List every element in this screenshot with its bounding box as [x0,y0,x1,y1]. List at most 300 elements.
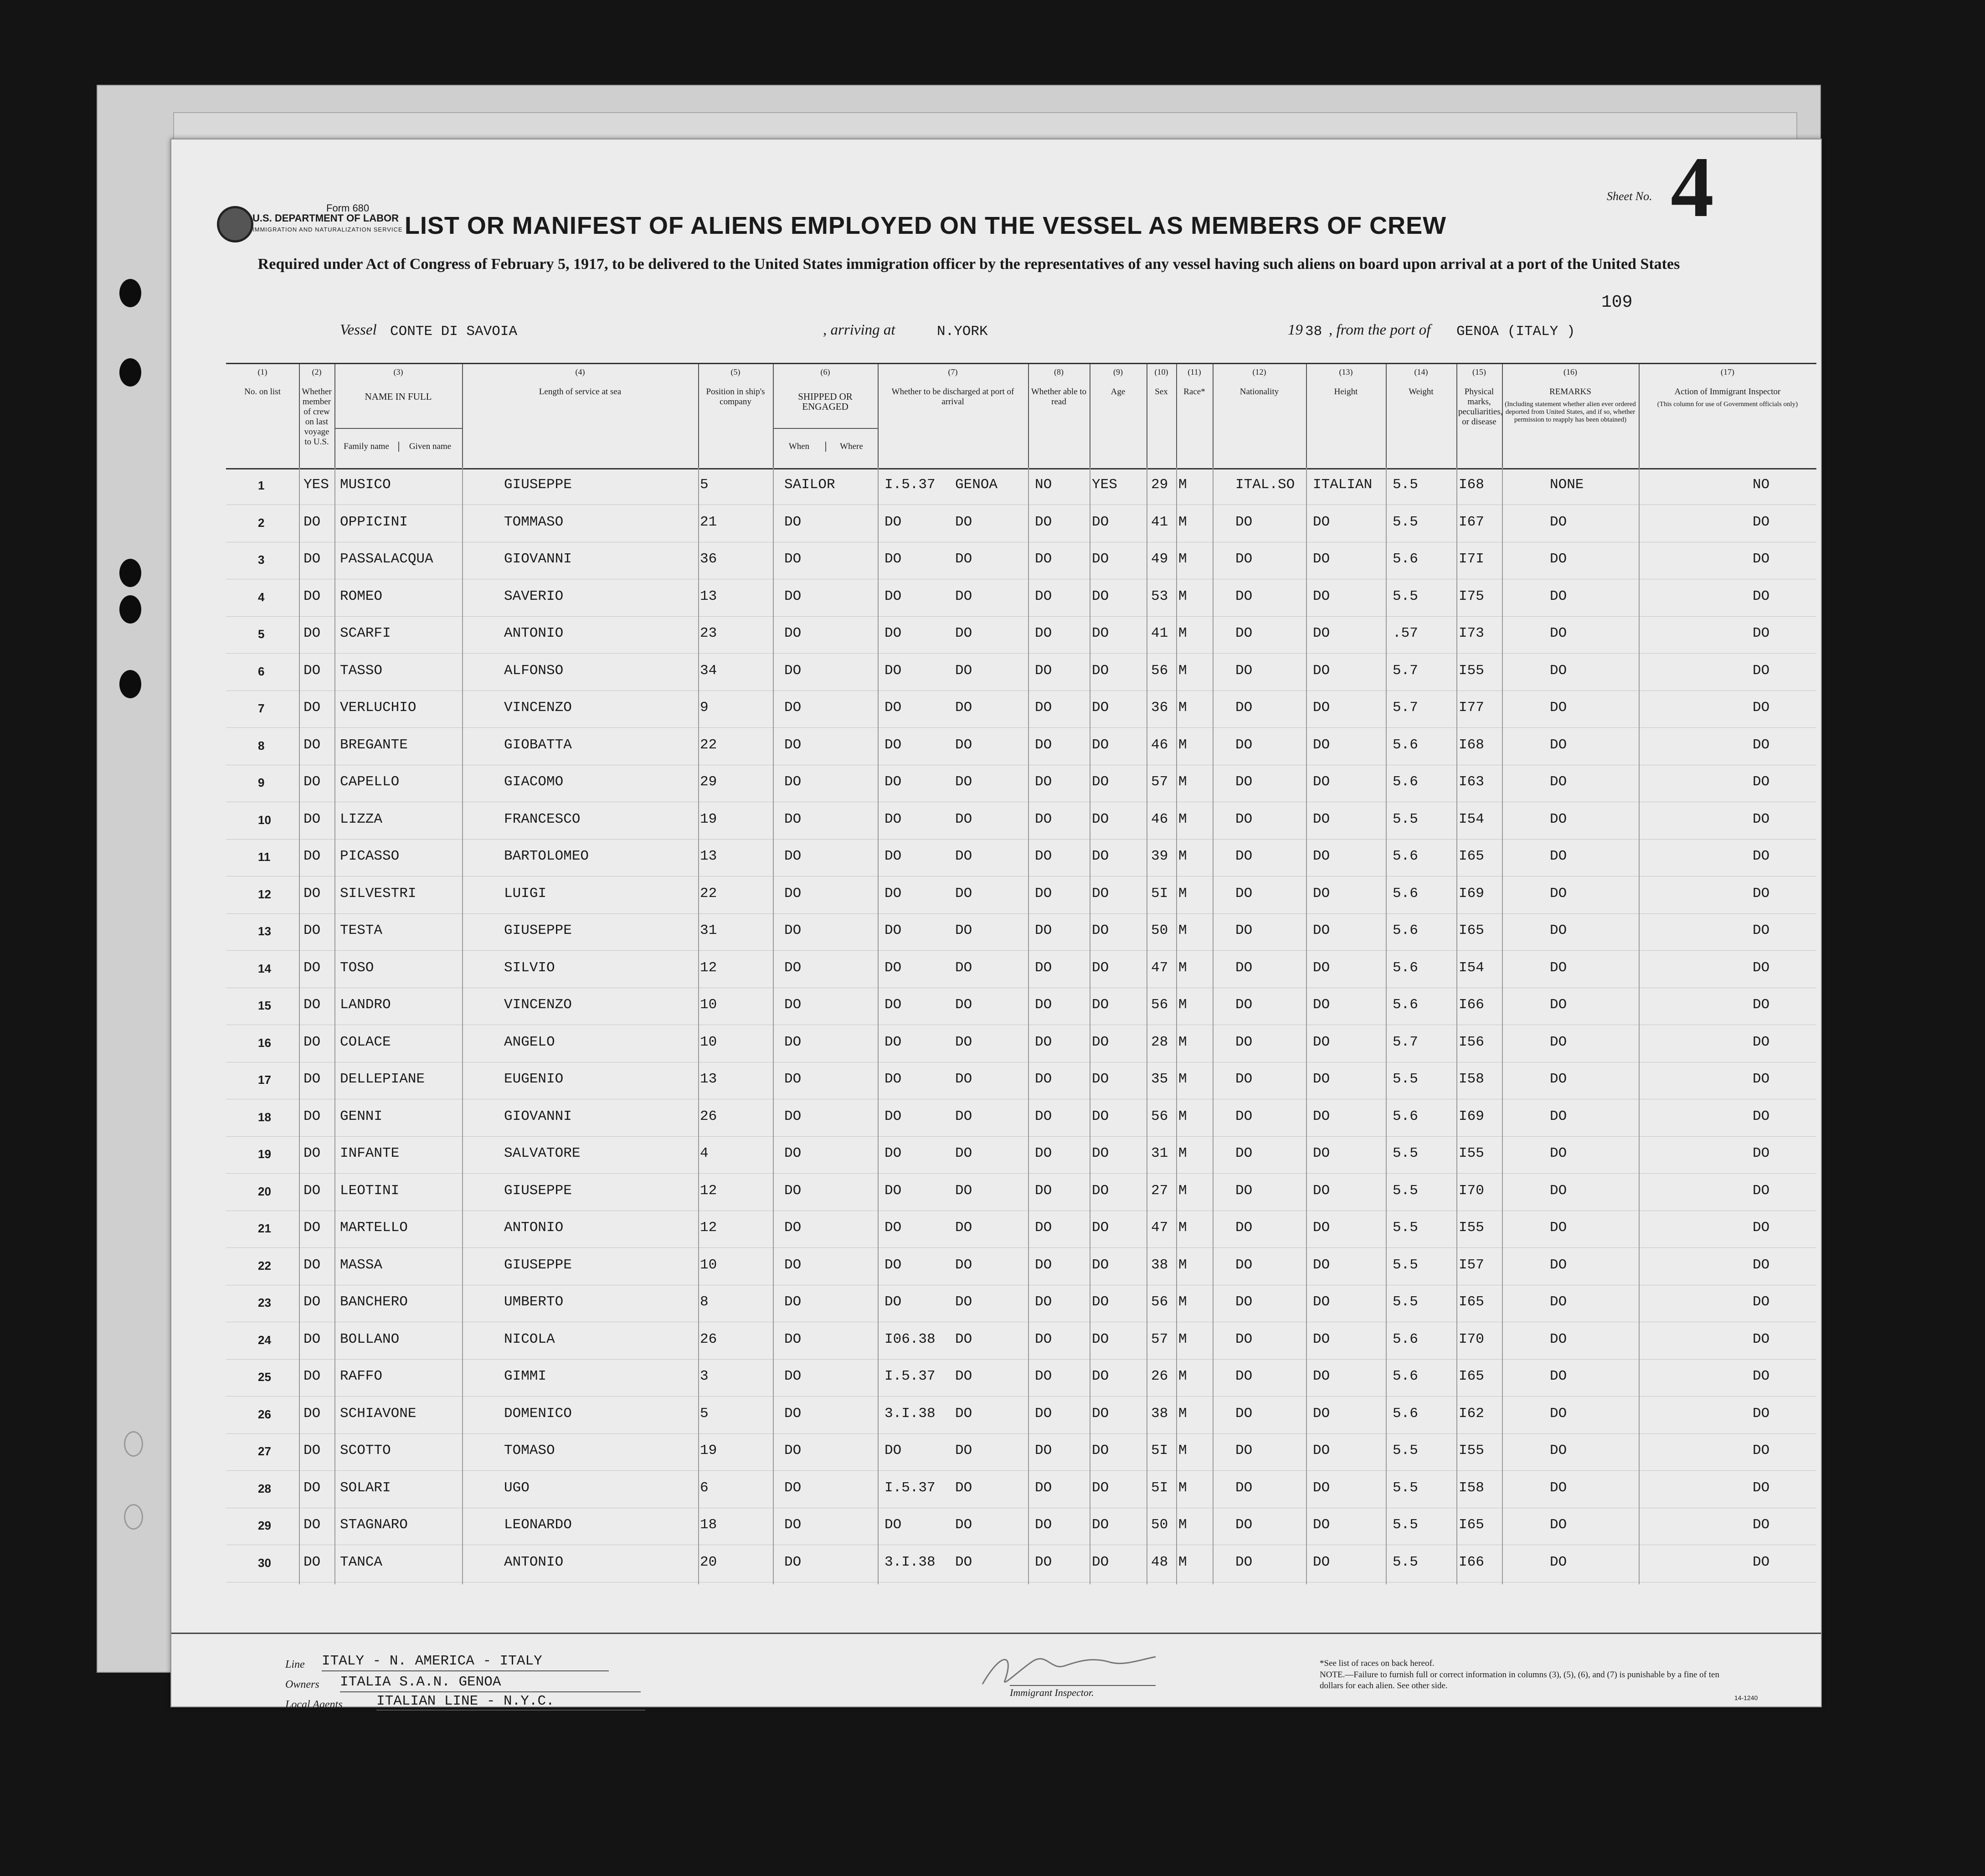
cell-discharged: DO [1035,737,1052,753]
cell-marks: DO [1550,1405,1567,1422]
cell-height: 5.5 [1393,1517,1418,1533]
cell-service: 12 [700,959,717,976]
cell-marks: DO [1550,774,1567,790]
table-row [226,542,1816,579]
vessel-label: Vessel [340,322,377,338]
year: 38 [1305,324,1322,340]
cell-service: 19 [700,1443,717,1459]
cell-given: VINCENZO [504,700,572,716]
cell-discharged: DO [1035,774,1052,790]
cell-weight: I70 [1459,1182,1484,1199]
cell-when: DO [885,514,902,530]
cell-no: 30 [258,1556,271,1570]
column-header-cell [1306,364,1387,468]
cell-discharged: DO [1035,1108,1052,1124]
cell-crew: DO [303,1108,321,1124]
table-row [226,1062,1816,1099]
cell-crew: DO [303,774,321,790]
cell-height: 5.5 [1393,588,1418,604]
cell-crew: YES [303,477,329,493]
cell-weight: I55 [1459,1145,1484,1161]
cell-nationality: DO [1313,551,1330,567]
cell-remarks: DO [1753,1368,1770,1384]
cell-discharged: DO [1035,1034,1052,1050]
cell-crew: DO [303,1220,321,1236]
cell-when: I.5.37 [885,477,936,493]
voyage-line [340,322,1707,345]
column-number: (8) [1054,367,1064,376]
cell-age: 56 [1151,662,1168,679]
cell-no: 17 [258,1073,271,1087]
cell-sex: M [1178,1034,1187,1050]
cell-no: 27 [258,1444,271,1458]
cell-where: DO [955,959,972,976]
cell-family: GENNI [340,1108,383,1124]
cell-sex: M [1178,923,1187,938]
cell-height: 5.6 [1393,1405,1418,1422]
column-rule [1639,468,1640,1584]
cell-nationality: DO [1313,1145,1330,1161]
table-row [226,505,1816,542]
cell-marks: DO [1550,811,1567,827]
cell-weight: I57 [1459,1257,1484,1273]
cell-position: DO [784,551,802,567]
column-header [226,363,1816,469]
cell-crew: DO [303,1182,321,1199]
column-rule [1028,468,1029,1584]
column-sublabel: Where [840,442,863,451]
cell-remarks: DO [1753,625,1770,641]
cell-when: DO [885,885,902,902]
cell-position: DO [784,1034,802,1050]
column-label: No. on list [244,387,281,397]
column-label: REMARKS [1549,387,1591,397]
cell-weight: I65 [1459,848,1484,864]
cell-where: DO [955,997,972,1013]
cell-discharged: DO [1035,1182,1052,1199]
cell-read: DO [1092,551,1109,567]
cell-nationality: DO [1313,662,1330,679]
cell-marks: DO [1550,1479,1567,1496]
cell-no: 26 [258,1407,271,1421]
cell-when: DO [885,625,902,641]
cell-service: 22 [700,885,717,902]
cell-no: 29 [258,1519,271,1532]
table-row [226,765,1816,802]
cell-discharged: DO [1035,700,1052,716]
cell-crew: DO [303,1479,321,1496]
cell-no: 22 [258,1258,271,1273]
cell-sex: M [1178,588,1187,604]
punch-hole [124,1504,143,1530]
cell-sex: M [1178,700,1187,716]
column-label: Whether member of crew on last voyage to U.S. [302,387,332,447]
agents-value: ITALIAN LINE - N.Y.C. [376,1693,555,1709]
cell-weight: I70 [1459,1331,1484,1347]
cell-read: DO [1092,811,1109,827]
column-rule [462,468,463,1584]
cell-where: DO [955,737,972,753]
cell-remarks: DO [1753,1145,1770,1161]
cell-where: DO [955,1479,972,1496]
from-label: , from the port of [1329,322,1431,338]
cell-race: DO [1235,1182,1253,1199]
cell-service: 29 [700,774,717,790]
punch-hole [119,279,141,307]
cell-where: DO [955,1368,972,1384]
cell-crew: DO [303,514,321,530]
cell-nationality: DO [1313,1034,1330,1050]
cell-height: 5.5 [1393,1443,1418,1459]
cell-age: 28 [1151,1034,1168,1050]
cell-weight: I68 [1459,477,1484,493]
cell-nationality: DO [1313,1182,1330,1199]
cell-age: 56 [1151,1108,1168,1124]
cell-nationality: DO [1313,774,1330,790]
cell-height: 5.6 [1393,997,1418,1013]
cell-remarks: DO [1753,1182,1770,1199]
cell-sex: M [1178,1405,1187,1422]
cell-given: NICOLA [504,1331,555,1347]
table-row [226,1471,1816,1508]
cell-family: STAGNARO [340,1517,408,1533]
cell-sex: M [1178,1479,1187,1496]
cell-where: DO [955,923,972,938]
cell-service: 19 [700,811,717,827]
cell-remarks: DO [1753,848,1770,864]
cell-age: 57 [1151,774,1168,790]
cell-given: ANTONIO [504,1220,564,1236]
cell-read: DO [1092,1443,1109,1459]
cell-remarks: NO [1753,477,1770,493]
cell-weight: I54 [1459,959,1484,976]
table-row [226,1322,1816,1360]
cell-nationality: DO [1313,1257,1330,1273]
cell-remarks: DO [1753,662,1770,679]
agents-label: Local Agents [285,1699,343,1711]
cell-position: SAILOR [784,477,835,493]
cell-where: DO [955,551,972,567]
column-sublabel: Given name [409,442,452,451]
cell-when: DO [885,923,902,938]
cell-marks: DO [1550,1331,1567,1347]
cell-discharged: NO [1035,477,1052,493]
cell-service: 18 [700,1517,717,1533]
column-number: (2) [312,367,322,376]
cell-read: DO [1092,737,1109,753]
cell-remarks: DO [1753,1554,1770,1570]
cell-crew: DO [303,885,321,902]
cell-no: 19 [258,1147,271,1161]
column-label: Length of service at sea [539,387,622,397]
cell-height: 5.5 [1393,1071,1418,1087]
cell-nationality: DO [1313,1479,1330,1496]
cell-read: DO [1092,514,1109,530]
cell-age: 53 [1151,588,1168,604]
cell-discharged: DO [1035,1517,1052,1533]
cell-no: 7 [258,701,265,715]
cell-family: RAFFO [340,1368,383,1384]
cell-no: 10 [258,813,271,827]
cell-service: 22 [700,737,717,753]
cell-no: 16 [258,1036,271,1050]
cell-family: TESTA [340,923,383,938]
cell-read: DO [1092,1220,1109,1236]
cell-remarks: DO [1753,774,1770,790]
cell-given: GIUSEPPE [504,1182,572,1199]
cell-marks: DO [1550,588,1567,604]
cell-height: 5.5 [1393,514,1418,530]
cell-marks: DO [1550,737,1567,753]
cell-where: DO [955,588,972,604]
column-rule [773,468,774,1584]
cell-family: LEOTINI [340,1182,400,1199]
cell-discharged: DO [1035,1294,1052,1310]
cell-given: GIUSEPPE [504,477,572,493]
column-label: Nationality [1239,387,1279,397]
cell-age: 46 [1151,737,1168,753]
subheader-rule [773,428,878,429]
cell-when: I.5.37 [885,1368,936,1384]
cell-service: 13 [700,588,717,604]
cell-weight: I58 [1459,1071,1484,1087]
cell-given: LUIGI [504,885,547,902]
subheader-rule [334,428,462,429]
cell-given: FRANCESCO [504,811,581,827]
cell-marks: DO [1550,1034,1567,1050]
cell-when: DO [885,997,902,1013]
owners-label: Owners [285,1679,319,1690]
cell-marks: DO [1550,625,1567,641]
cell-remarks: DO [1753,1220,1770,1236]
table-row [226,1211,1816,1248]
column-label: Race* [1183,387,1205,397]
column-header-cell [1456,364,1503,468]
cell-position: DO [784,625,802,641]
cell-remarks: DO [1753,1294,1770,1310]
cell-nationality: DO [1313,885,1330,902]
cell-where: DO [955,662,972,679]
cell-sex: M [1178,737,1187,753]
cell-age: 29 [1151,477,1168,493]
cell-crew: DO [303,737,321,753]
cell-service: 26 [700,1331,717,1347]
cell-family: BREGANTE [340,737,408,753]
cell-height: 5.6 [1393,848,1418,864]
cell-read: DO [1092,885,1109,902]
cell-crew: DO [303,923,321,938]
cell-service: 21 [700,514,717,530]
cell-family: BANCHERO [340,1294,408,1310]
table-row [226,1508,1816,1545]
cell-age: 38 [1151,1405,1168,1422]
cell-when: DO [885,848,902,864]
cell-remarks: DO [1753,737,1770,753]
cell-given: TOMASO [504,1443,555,1459]
punch-hole [124,1431,143,1457]
cell-race: DO [1235,1405,1253,1422]
cell-crew: DO [303,811,321,827]
cell-height: 5.6 [1393,774,1418,790]
cell-weight: I65 [1459,923,1484,938]
cell-crew: DO [303,997,321,1013]
cell-read: DO [1092,1108,1109,1124]
cell-height: 5.6 [1393,959,1418,976]
cell-when: DO [885,1517,902,1533]
cell-race: DO [1235,848,1253,864]
table-row [226,876,1816,914]
column-label: Age [1111,387,1126,397]
cell-remarks: DO [1753,1517,1770,1533]
cell-sex: M [1178,1257,1187,1273]
cell-given: TOMMASO [504,514,564,530]
stamp-number: 109 [1601,293,1633,312]
cell-position: DO [784,1479,802,1496]
cell-height: 5.7 [1393,700,1418,716]
cell-family: DELLEPIANE [340,1071,425,1087]
cell-position: DO [784,1257,802,1273]
cell-family: TASSO [340,662,383,679]
cell-read: DO [1092,662,1109,679]
cell-marks: DO [1550,923,1567,938]
cell-given: GIUSEPPE [504,1257,572,1273]
cell-crew: DO [303,1517,321,1533]
cell-read: DO [1092,1405,1109,1422]
cell-nationality: DO [1313,959,1330,976]
cell-height: 5.6 [1393,1331,1418,1347]
cell-remarks: DO [1753,1443,1770,1459]
sheet-number: 4 [1671,139,1714,235]
cell-position: DO [784,997,802,1013]
cell-height: 5.6 [1393,737,1418,753]
cell-service: 13 [700,1071,717,1087]
column-header-cell [299,364,335,468]
column-header-cell [1502,364,1640,468]
cell-position: DO [784,1145,802,1161]
column-number: (9) [1113,367,1123,376]
cell-no: 25 [258,1370,271,1384]
cell-position: DO [784,885,802,902]
cell-sex: M [1178,959,1187,976]
cell-marks: DO [1550,662,1567,679]
cell-no: 2 [258,515,265,530]
cell-weight: I77 [1459,700,1484,716]
cell-race: DO [1235,1071,1253,1087]
column-header-cell [226,364,300,468]
cell-age: 39 [1151,848,1168,864]
column-label: Action of Immigrant Inspector [1674,387,1781,397]
cell-marks: DO [1550,514,1567,530]
cell-service: 23 [700,625,717,641]
cell-family: LIZZA [340,811,383,827]
table-row [226,691,1816,728]
column-number: (17) [1721,367,1734,376]
cell-given: ANTONIO [504,625,564,641]
cell-when: DO [885,700,902,716]
cell-nationality: DO [1313,1517,1330,1533]
column-number: (1) [257,367,267,376]
cell-height: 5.5 [1393,1182,1418,1199]
cell-where: GENOA [955,477,998,493]
cell-sex: M [1178,1368,1187,1384]
cell-nationality: DO [1313,1368,1330,1384]
cell-height: 5.5 [1393,477,1418,493]
cell-no: 15 [258,999,271,1012]
form-number: Form 680 [326,202,370,214]
cell-family: SILVESTRI [340,885,417,902]
column-label: Position in ship's company [706,387,765,407]
cell-where: DO [955,1108,972,1124]
column-rule [299,468,300,1584]
cell-read: DO [1092,774,1109,790]
line-value: ITALY - N. AMERICA - ITALY [322,1653,542,1669]
cell-when: 3.I.38 [885,1554,936,1570]
cell-discharged: DO [1035,1331,1052,1347]
cell-discharged: DO [1035,1145,1052,1161]
cell-sex: M [1178,1517,1187,1533]
cell-position: DO [784,1220,802,1236]
cell-family: SOLARI [340,1479,391,1496]
cell-crew: DO [303,1443,321,1459]
cell-crew: DO [303,1257,321,1273]
cell-service: 10 [700,1034,717,1050]
departure-port: GENOA (ITALY ) [1456,324,1575,340]
cell-nationality: DO [1313,1071,1330,1087]
cell-service: 8 [700,1294,709,1310]
cell-crew: DO [303,848,321,864]
cell-where: DO [955,1220,972,1236]
cell-where: DO [955,1034,972,1050]
cell-where: DO [955,774,972,790]
cell-no: 6 [258,664,265,678]
cell-weight: I62 [1459,1405,1484,1422]
cell-nationality: DO [1313,1331,1330,1347]
cell-weight: I68 [1459,737,1484,753]
column-header-cell [773,364,879,468]
cell-service: 36 [700,551,717,567]
cell-remarks: DO [1753,959,1770,976]
cell-weight: I66 [1459,997,1484,1013]
cell-race: DO [1235,1108,1253,1124]
cell-position: DO [784,662,802,679]
cell-remarks: DO [1753,700,1770,716]
table-row [226,802,1816,840]
column-rule [1213,468,1214,1584]
cell-remarks: DO [1753,1108,1770,1124]
column-rule [334,468,335,1584]
cell-nationality: DO [1313,923,1330,938]
cell-discharged: DO [1035,1220,1052,1236]
cell-position: DO [784,1517,802,1533]
cell-position: DO [784,1554,802,1570]
cell-age: 41 [1151,625,1168,641]
cell-sex: M [1178,1294,1187,1310]
punch-hole [119,670,141,698]
cell-marks: DO [1550,1182,1567,1199]
cell-given: BARTOLOMEO [504,848,589,864]
cell-position: DO [784,1108,802,1124]
cell-race: DO [1235,1220,1253,1236]
cell-height: 5.6 [1393,885,1418,902]
cell-read: DO [1092,1071,1109,1087]
cell-crew: DO [303,1368,321,1384]
table-row [226,616,1816,654]
cell-weight: I69 [1459,1108,1484,1124]
column-sublabel: Family name [334,442,399,452]
column-number: (15) [1472,367,1486,376]
cell-when: DO [885,1257,902,1273]
arriving-label: , arriving at [823,322,895,338]
